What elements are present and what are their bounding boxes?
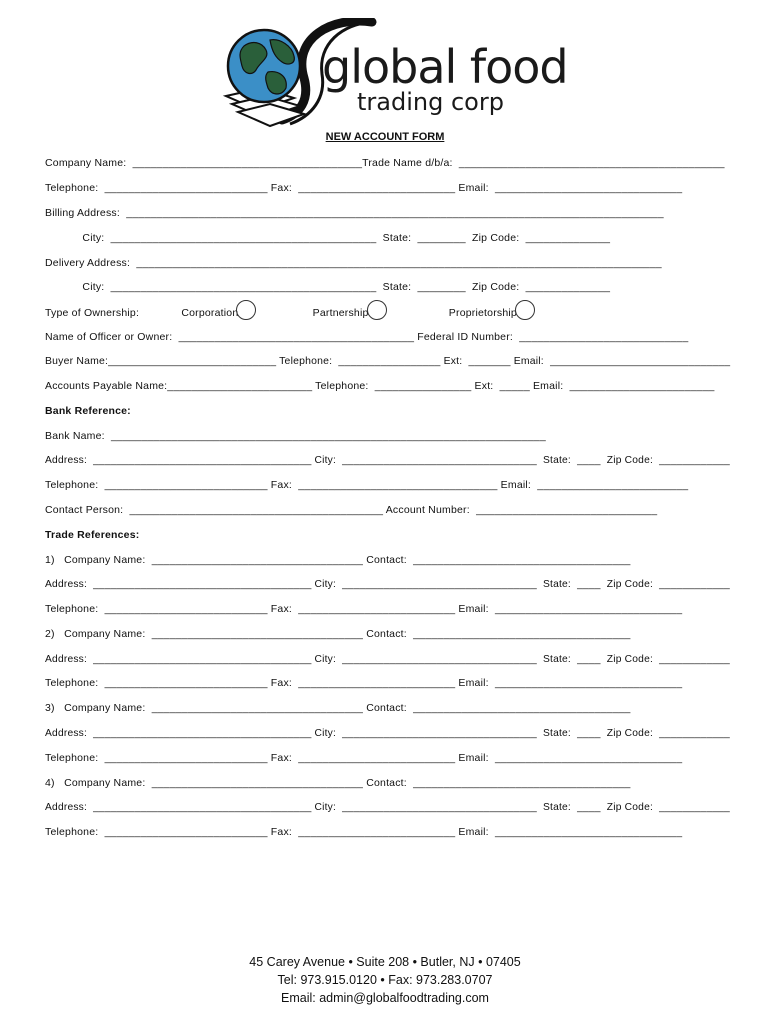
- ref4-company-row[interactable]: 4) Company Name: ___________________________________ Contact: ____________________________________: [45, 777, 631, 789]
- ownership-partnership-label: Partnership: [312, 306, 369, 319]
- footer-phone: Tel: 973.915.0120 • Fax: 973.283.0707: [277, 973, 493, 987]
- footer-email: Email: admin@globalfoodtrading.com: [281, 991, 489, 1005]
- company-name-row[interactable]: Company Name: ______________________________________Trade Name d/b/a: ____________________________________________: [45, 157, 725, 169]
- ref3-address-row[interactable]: Address: _____________________________________ City: _________________________________ State: ____ Zip Code: ____________: [45, 727, 730, 739]
- bank-reference-heading: Bank Reference:: [45, 405, 131, 417]
- officer-row[interactable]: Name of Officer or Owner: _______________________________________ Federal ID Number: ____________________________: [45, 331, 689, 343]
- ownership-proprietorship-label: Proprietorship: [448, 306, 517, 319]
- partnership-radio[interactable]: [367, 300, 387, 320]
- bank-contact-row[interactable]: Contact Person: __________________________________________ Account Number: ______________________________: [45, 504, 658, 516]
- bank-telephone-row[interactable]: Telephone: ___________________________ Fax: _________________________________ Email: _________________________: [45, 479, 689, 491]
- ref4-telephone-row[interactable]: Telephone: ___________________________ Fax: __________________________ Email: _______________________________: [45, 826, 683, 838]
- trade-references-heading: Trade References:: [45, 529, 140, 541]
- ref3-company-row[interactable]: 3) Company Name: ___________________________________ Contact: ____________________________________: [45, 702, 631, 714]
- ref2-company-row[interactable]: 2) Company Name: ___________________________________ Contact: ____________________________________: [45, 628, 631, 640]
- billing-city-row[interactable]: City: ____________________________________________ State: ________ Zip Code: ______________: [45, 232, 611, 244]
- billing-address-row[interactable]: Billing Address: _________________________________________________________________________________________: [45, 207, 664, 219]
- form-title: NEW ACCOUNT FORM: [325, 131, 445, 143]
- proprietorship-radio[interactable]: [515, 300, 535, 320]
- ownership-corporation-label: Corporation: [181, 306, 239, 319]
- logo-text-secondary: trading corp: [357, 88, 504, 116]
- delivery-city-row[interactable]: City: ____________________________________________ State: ________ Zip Code: ______________: [45, 281, 611, 293]
- bank-name-row[interactable]: Bank Name: ________________________________________________________________________: [45, 430, 546, 442]
- ref1-address-row[interactable]: Address: _____________________________________ City: _________________________________ State: ____ Zip Code: ____________: [45, 578, 730, 590]
- ref2-address-row[interactable]: Address: _____________________________________ City: _________________________________ State: ____ Zip Code: ____________: [45, 653, 730, 665]
- corporation-radio[interactable]: [236, 300, 256, 320]
- ref1-telephone-row[interactable]: Telephone: ___________________________ Fax: __________________________ Email: _______________________________: [45, 603, 683, 615]
- ownership-row: [45, 303, 535, 323]
- buyer-row[interactable]: Buyer Name:____________________________ Telephone: _________________ Ext: _______ Email: ______________________________: [45, 355, 731, 367]
- ref4-address-row[interactable]: Address: _____________________________________ City: _________________________________ State: ____ Zip Code: ____________: [45, 801, 730, 813]
- contact-row[interactable]: Telephone: ___________________________ Fax: __________________________ Email: _______________________________: [45, 182, 683, 194]
- ref3-telephone-row[interactable]: Telephone: ___________________________ Fax: __________________________ Email: _______________________________: [45, 752, 683, 764]
- logo-text-primary: global food: [322, 40, 568, 94]
- ownership-label: Type of Ownership:: [45, 306, 140, 319]
- bank-address-row[interactable]: Address: _____________________________________ City: _________________________________ State: ____ Zip Code: ____________: [45, 454, 730, 466]
- delivery-address-row[interactable]: Delivery Address: _______________________________________________________________________________________: [45, 257, 662, 269]
- ref2-telephone-row[interactable]: Telephone: ___________________________ Fax: __________________________ Email: _______________________________: [45, 677, 683, 689]
- accounts-payable-row[interactable]: Accounts Payable Name:________________________ Telephone: ________________ Ext: _____ Email: ________________________: [45, 380, 715, 392]
- ref1-company-row[interactable]: 1) Company Name: ___________________________________ Contact: ____________________________________: [45, 554, 631, 566]
- footer-address: 45 Carey Avenue • Suite 208 • Butler, NJ • 07405: [249, 955, 521, 969]
